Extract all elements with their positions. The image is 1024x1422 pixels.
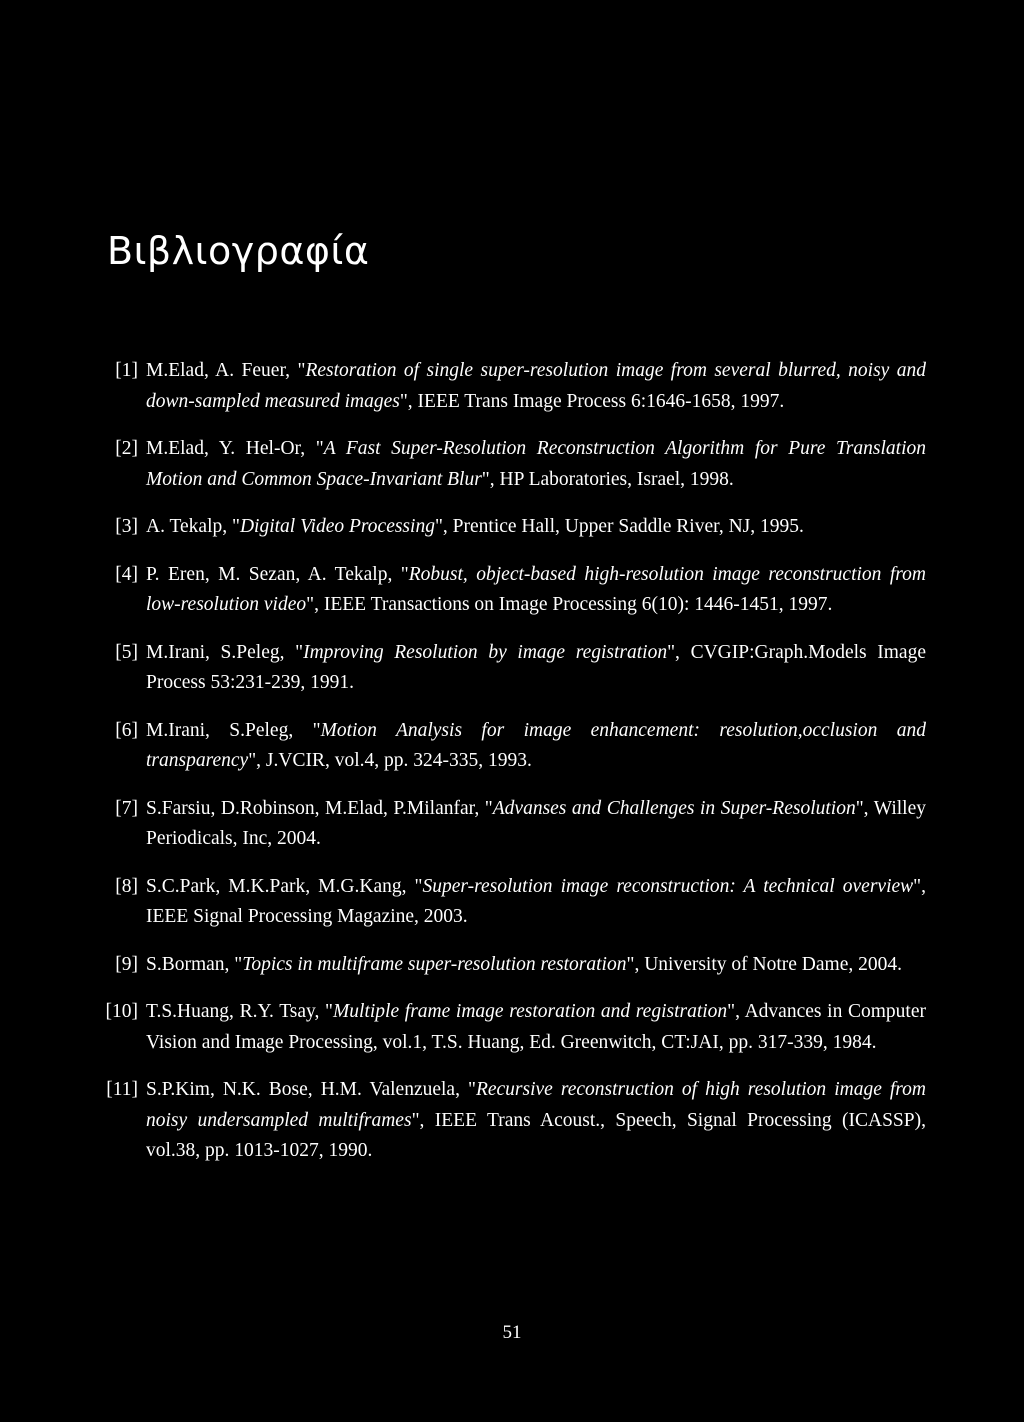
reference-source: ", Willey Periodicals, Inc, 2004. [146,797,927,849]
page-title: Βιβλιογραφία [107,229,370,273]
reference-number: [10] [105,1001,138,1022]
reference-authors: M.Irani, S.Peleg, " [146,641,304,663]
reference-source: ", Prentice Hall, Upper Saddle River, NJ, 1995. [434,516,804,537]
reference-item [96,356,926,417]
reference-source: ", IEEE Trans Image Process 6:1646-1658, 1997. [399,390,785,412]
reference-item [96,512,926,543]
reference-item [96,638,926,699]
reference-number: [1] [115,360,138,381]
reference-title: Super-resolution image reconstruction: A technical overview [422,875,914,897]
bibliography-list [96,356,926,1184]
reference-title: Motion Analysis for image enhancement: resolution,occlusion and transparency [146,719,926,771]
reference-authors: P. Eren, M. Sezan, A. Tekalp, " [146,563,409,585]
page-number: 51 [502,1322,522,1343]
reference-number: [9] [115,953,138,975]
reference-number: [2] [115,438,138,459]
reference-item [96,1075,926,1167]
reference-authors: M.Irani, S.Peleg, " [146,719,321,741]
reference-authors: M.Elad, Y. Hel-Or, " [146,438,324,459]
reference-authors: T.S.Huang, R.Y. Tsay, " [146,1001,334,1022]
reference-item [96,794,926,855]
reference-authors: A. Tekalp, " [146,516,240,537]
reference-number: [6] [115,719,138,741]
reference-title: Multiple frame image restoration and registration [333,1001,728,1022]
reference-title: Restoration of single super-resolution image from several blurred, noisy and down-sampled measured images [146,360,926,412]
reference-authors: S.Farsiu, D.Robinson, M.Elad, P.Milanfar, " [146,797,493,819]
reference-title: Digital Video Processing [239,516,435,537]
reference-source: ", IEEE Trans Acoust., Speech, Signal Processing (ICASSP), vol.38, pp. 1013-1027, 1990. [146,1109,926,1161]
reference-number: [3] [115,516,138,537]
reference-title: Improving Resolution by image registration [303,641,668,663]
reference-item [96,716,926,777]
reference-title: Advanses and Challenges in Super-Resolution [492,797,856,819]
reference-item [96,997,926,1058]
reference-source: ", HP Laboratories, Israel, 1998. [481,468,734,490]
reference-authors: S.P.Kim, N.K. Bose, H.M. Valenzuela, " [146,1079,476,1100]
reference-item [96,434,926,495]
reference-number: [11] [106,1079,138,1100]
reference-authors: S.Borman, " [146,953,243,975]
reference-source: ", Advances in Computer Vision and Image Processing, vol.1, T.S. Huang, Ed. Greenwitch, CT:JAI, pp. 317-339, 1984. [146,1001,926,1053]
reference-source: ", CVGIP:Graph.Models Image Process 53:231-239, 1991. [146,641,926,693]
reference-source: ", University of Notre Dame, 2004. [626,953,902,975]
reference-source: ", IEEE Signal Processing Magazine, 2003. [146,875,926,927]
reference-title: Robust, object-based high-resolution image reconstruction from low-resolution video [146,563,926,615]
reference-title: A Fast Super-Resolution Reconstruction Algorithm for Pure Translation Motion and Common Space-Invariant Blur [146,438,926,490]
reference-number: [4] [115,563,138,585]
reference-title: Recursive reconstruction of high resolution image from noisy undersampled multiframes [146,1079,926,1131]
reference-item [96,950,926,981]
reference-item [96,872,926,933]
reference-authors: S.C.Park, M.K.Park, M.G.Kang, " [146,875,423,897]
reference-authors: M.Elad, A. Feuer, " [146,360,306,381]
reference-number: [5] [115,641,138,663]
reference-source: ", IEEE Transactions on Image Processing 6(10): 1446-1451, 1997. [306,594,833,615]
reference-source: ", J.VCIR, vol.4, pp. 324-335, 1993. [248,750,532,771]
reference-item [96,560,926,621]
reference-number: [8] [115,875,138,897]
reference-title: Topics in multiframe super-resolution restoration [242,953,627,975]
reference-number: [7] [115,797,138,819]
